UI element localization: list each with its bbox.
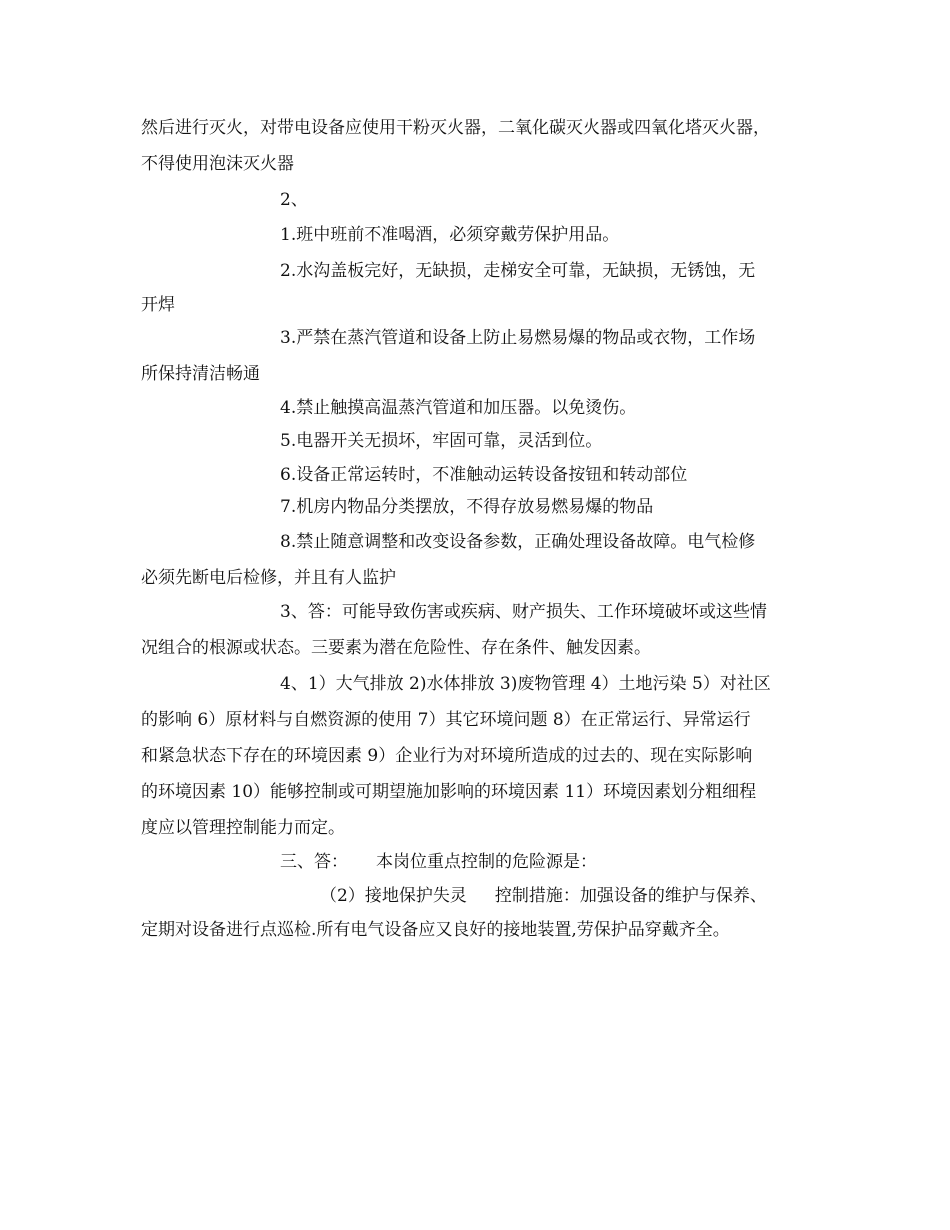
text-line: 的环境因素 10）能够控制或可期望施加影响的环境因素 11）环境因素划分粗细程 bbox=[141, 782, 757, 802]
answer-paragraph: 4、1）大气排放 2)水体排放 3)废物管理 4）土地污染 5）对社区 bbox=[280, 674, 771, 694]
text-line: 然后进行灭火，对带电设备应使用干粉灭火器，二氧化碳灭火器或四氧化塔灭火器， bbox=[141, 118, 770, 138]
list-item: 6.设备正常运转时，不准触动运转设备按钮和转动部位 bbox=[280, 465, 688, 485]
text-line: 不得使用泡沫灭火器 bbox=[141, 154, 294, 174]
answer-label: 三、答： bbox=[280, 852, 348, 872]
hazard-text: 控制措施：加强设备的维护与保养、 bbox=[494, 886, 767, 906]
text-line: 的影响 6）原材料与自燃资源的使用 7）其它环境问题 8）在正常运行、异常运行 bbox=[141, 710, 751, 730]
section-heading: 2、 bbox=[280, 190, 308, 210]
list-item: 2.水沟盖板完好，无缺损，走梯安全可靠，无缺损，无锈蚀，无 bbox=[280, 261, 756, 281]
text-line: 度应以管理控制能力而定。 bbox=[141, 818, 345, 838]
list-item: 8.禁止随意调整和改变设备参数，正确处理设备故障。电气检修 bbox=[280, 532, 756, 552]
list-item: 4.禁止触摸高温蒸汽管道和加压器。以免烫伤。 bbox=[280, 398, 637, 418]
list-item: 3.严禁在蒸汽管道和设备上防止易燃易爆的物品或衣物，工作场 bbox=[280, 328, 756, 348]
text-line: 况组合的根源或状态。三要素为潜在危险性、存在条件、触发因素。 bbox=[141, 638, 651, 658]
text-line: 所保持清洁畅通 bbox=[141, 364, 260, 384]
text-line: 必须先断电后检修，并且有人监护 bbox=[141, 568, 396, 588]
list-item: 7.机房内物品分类摆放，不得存放易燃易爆的物品 bbox=[280, 497, 654, 517]
text-line: 定期对设备进行点巡检.所有电气设备应又良好的接地装置,劳保护品穿戴齐全。 bbox=[141, 920, 730, 940]
text-line: 开焊 bbox=[141, 295, 175, 315]
answer-text: 本岗位重点控制的危险源是： bbox=[376, 852, 597, 872]
answer-heading bbox=[280, 852, 597, 872]
text-line: 和紧急状态下存在的环境因素 9）企业行为对环境所造成的过去的、现在实际影响 bbox=[141, 746, 753, 766]
hazard-item bbox=[320, 886, 767, 906]
answer-paragraph: 3、答：可能导致伤害或疾病、财产损失、工作环境破坏或这些情 bbox=[280, 602, 767, 622]
list-item: 5.电器开关无损坏，牢固可靠，灵活到位。 bbox=[280, 431, 603, 451]
hazard-label: （2）接地保护失灵 bbox=[320, 886, 467, 906]
list-item: 1.班中班前不准喝酒，必须穿戴劳保护用品。 bbox=[280, 225, 620, 245]
